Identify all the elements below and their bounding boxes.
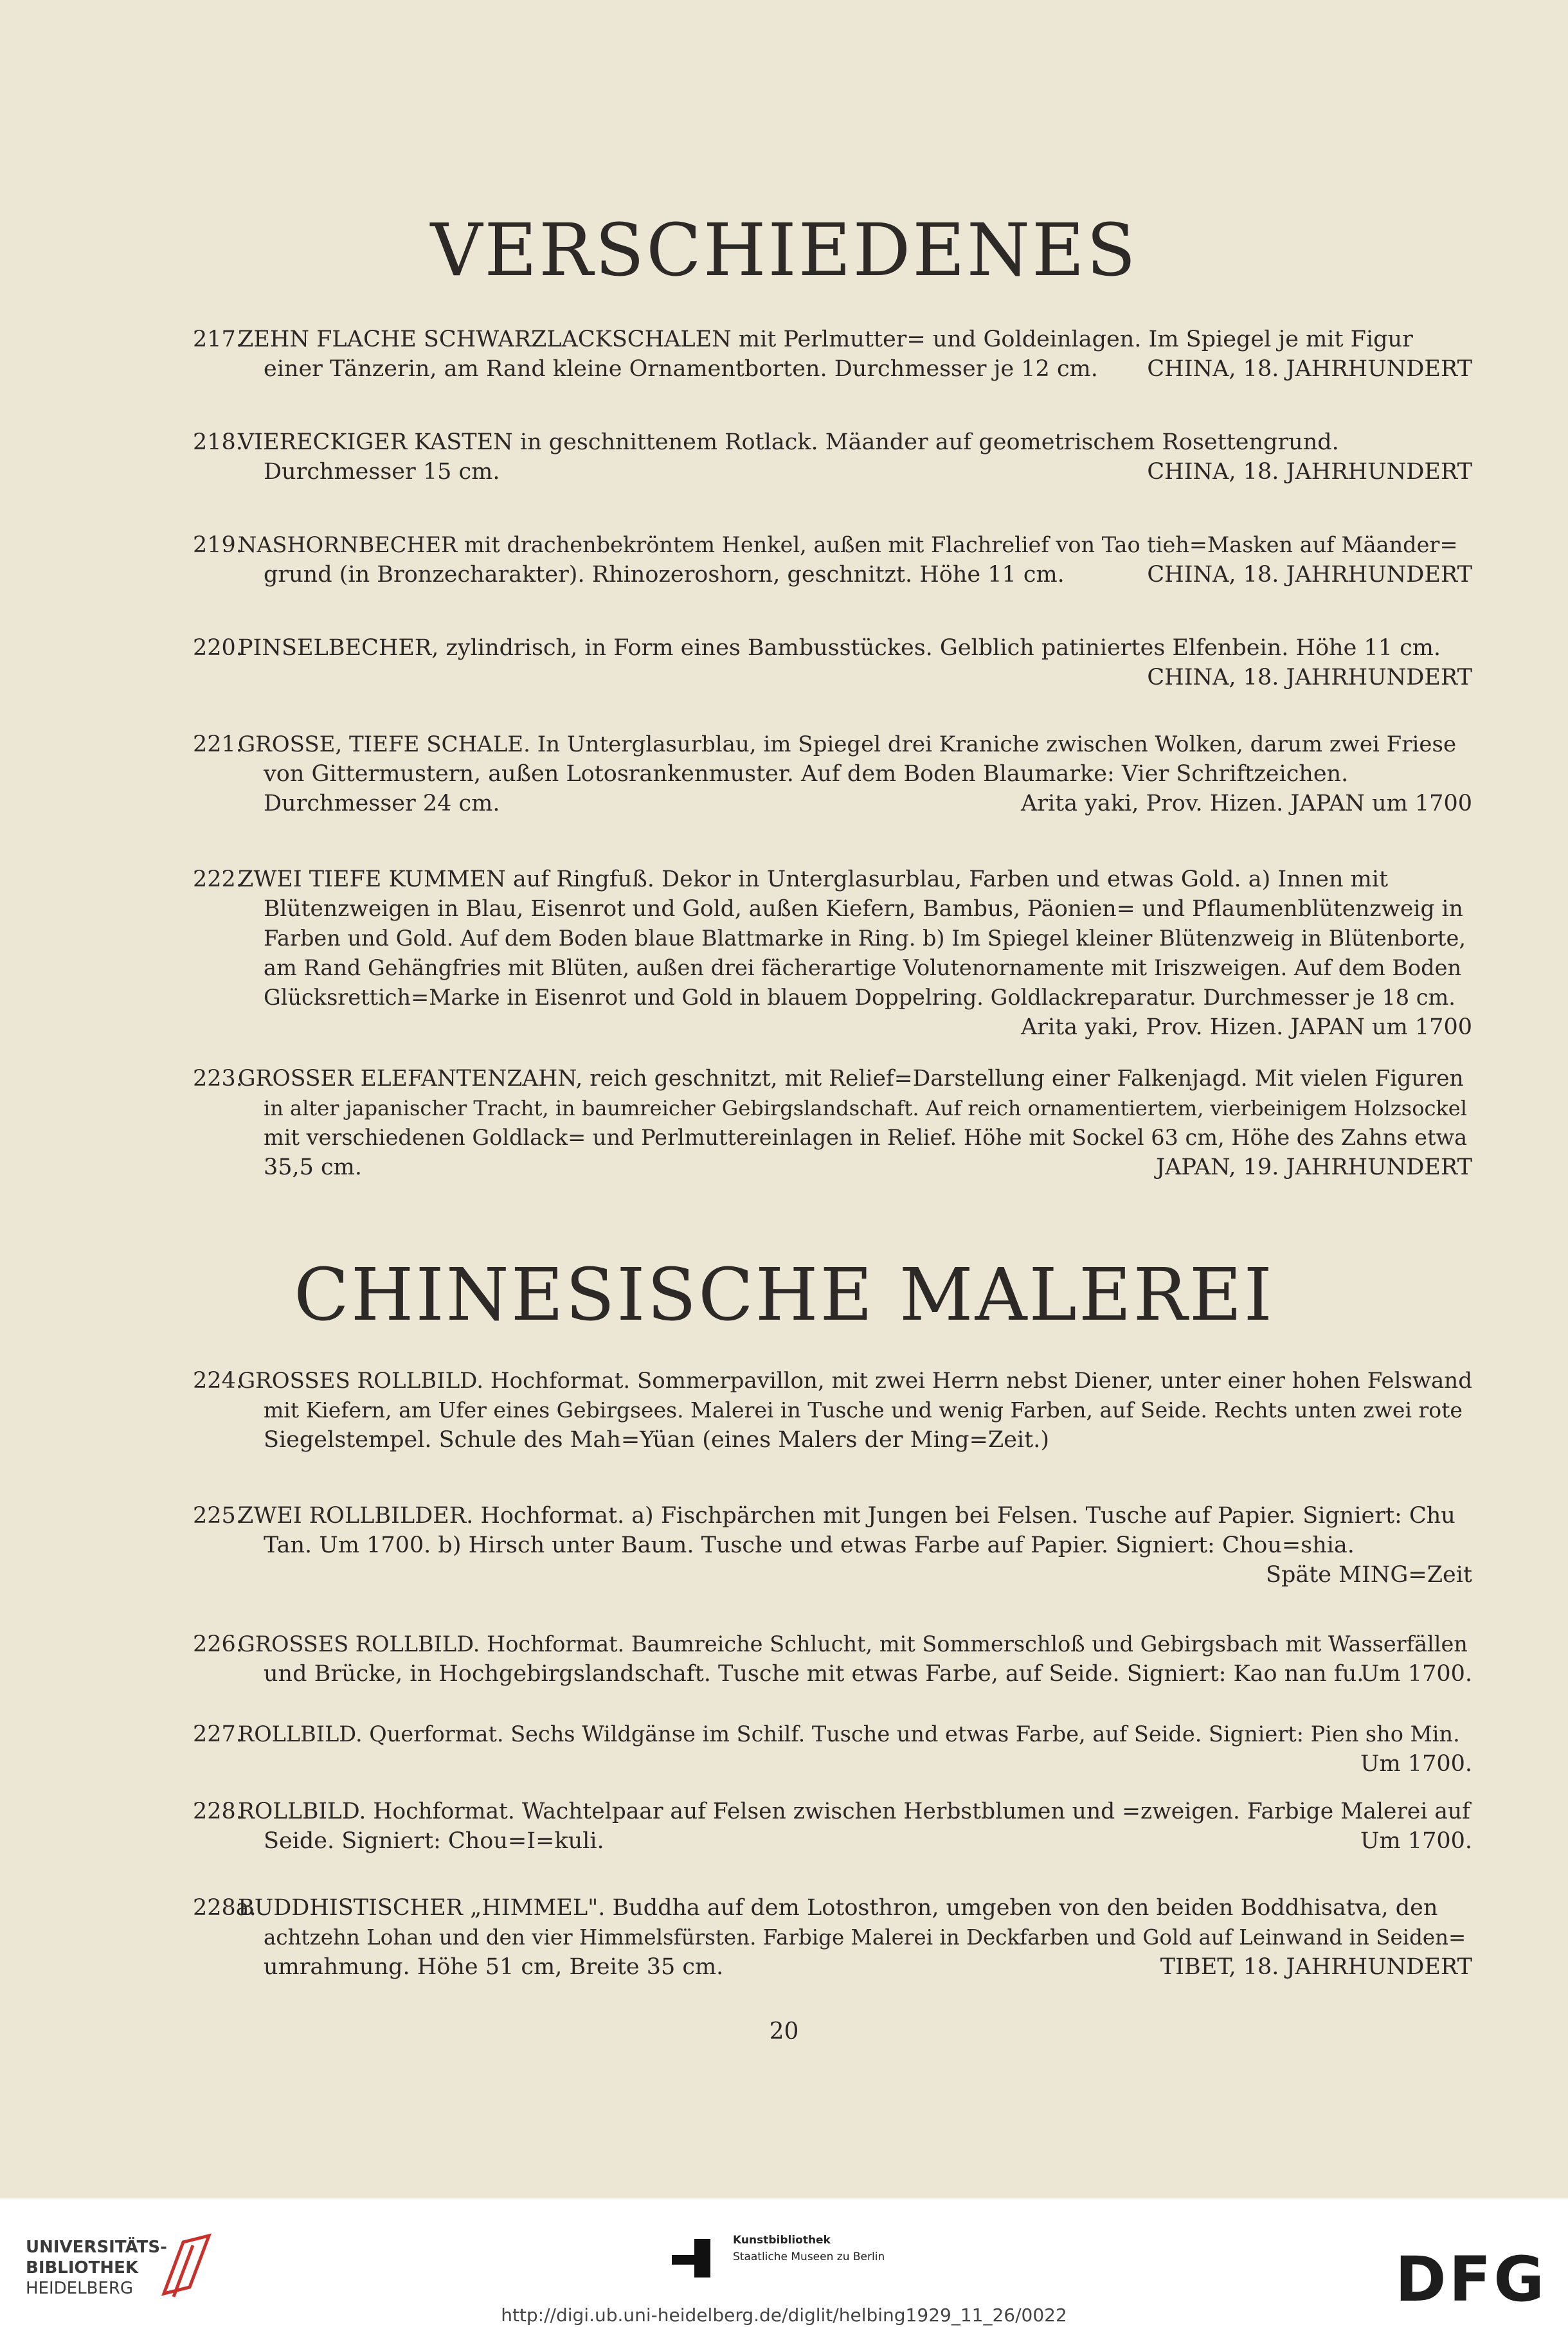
kb-subtitle: Staatliche Museen zu Berlin [733, 2251, 885, 2263]
entry-first-line: ZWEI ROLLBILDER. Hochformat. a) Fischpärchen mit Jungen bei Felsen. Tusche auf Papier. Signiert: Chu [238, 1503, 1455, 1529]
catalogue-entry [193, 1630, 1472, 1689]
entry-number: 221. [193, 732, 243, 757]
entry-body [238, 865, 1472, 1042]
entry-number: 223. [193, 1066, 243, 1092]
kunstbibliothek-logo[interactable] [733, 2232, 885, 2265]
catalogue-entry [193, 1893, 1472, 1982]
entry-body [238, 1366, 1472, 1455]
entry-continuation-line: Siegelstempel. Schule des Mah=Yüan (eines Malers der Ming=Zeit.) [264, 1427, 1049, 1453]
entry-number: 218. [193, 429, 243, 455]
entry-number: 226. [193, 1631, 243, 1657]
entry-first-line: GROSSES ROLLBILD. Hochformat. Sommerpavillon, mit zwei Herrn nebst Diener, unter einer hohen Felswand [238, 1368, 1472, 1394]
entry-continuation-line: grund (in Bronzecharakter). Rhinozeroshorn, geschnitzt. Höhe 11 cm. [264, 562, 1065, 588]
university-mark-icon [158, 2229, 215, 2300]
entry-continuation-line: Farben und Gold. Auf dem Boden blaue Blattmarke in Ring. b) Im Spiegel kleiner Blütenzweig in Blütenborte, [264, 926, 1466, 951]
entry-first-line: GROSSES ROLLBILD. Hochformat. Baumreiche Schlucht, mit Sommerschloß und Gebirgsbach mit Wasserfällen [238, 1631, 1468, 1657]
entry-number: 224. [193, 1368, 243, 1394]
entry-continuation-line: mit Kiefern, am Ufer eines Gebirgsees. Malerei in Tusche und wenig Farben, auf Seide. Rechts unten zwei rote [264, 1397, 1463, 1423]
entry-continuation-line: achtzehn Lohan und den vier Himmelsfürsten. Farbige Malerei in Deckfarben und Gold auf Leinwand in Seiden= [264, 1925, 1466, 1950]
entry-first-line: VIERECKIGER KASTEN in geschnittenem Rotlack. Mäander auf geometrischem Rosettengrund. [238, 429, 1339, 455]
entry-continuation-line: von Gittermustern, außen Lotosrankenmuster. Auf dem Boden Blaumarke: Vier Schriftzeichen. [264, 761, 1349, 787]
entry-first-line: GROSSE, TIEFE SCHALE. In Unterglasurblau, im Spiegel drei Kraniche zwischen Wolken, darum zwei Friese [238, 732, 1457, 757]
catalogue-entry [193, 633, 1472, 692]
entry-continuation-line: Glücksrettich=Marke in Eisenrot und Gold in blauem Doppelring. Goldlackreparatur. Durchmesser je 18 cm. [264, 985, 1455, 1010]
entry-continuation-line: einer Tänzerin, am Rand kleine Ornamentborten. Durchmesser je 12 cm. [264, 356, 1098, 382]
page-number: 20 [769, 2018, 799, 2045]
entry-attribution: Um 1700. [1360, 1828, 1472, 1854]
entry-number: 228a. [193, 1895, 257, 1921]
entry-continuation-line: mit verschiedenen Goldlack= und Perlmuttereinlagen in Relief. Höhe mit Sockel 63 cm, Höhe des Zahns etwa [264, 1125, 1468, 1150]
entry-attribution: Arita yaki, Prov. Hizen. JAPAN um 1700 [1020, 791, 1472, 816]
entry-number: 217. [193, 327, 243, 352]
entry-body [238, 530, 1472, 589]
entry-body [238, 1797, 1472, 1856]
entry-first-line: ZWEI TIEFE KUMMEN auf Ringfuß. Dekor in Unterglasurblau, Farben und etwas Gold. a) Innen mit [238, 867, 1389, 892]
catalogue-entry [193, 865, 1472, 1042]
entry-number: 222. [193, 867, 243, 892]
entry-body [238, 633, 1472, 692]
entry-attribution: TIBET, 18. JAHRHUNDERT [1160, 1954, 1472, 1980]
entry-continuation-line: Durchmesser 15 cm. [264, 459, 500, 485]
entry-body [238, 1720, 1472, 1779]
catalogue-entry [193, 1501, 1472, 1590]
entry-continuation-line: am Rand Gehängfries mit Blüten, außen drei fächerartige Volutenornamente mit Iriszweigen. Auf dem Boden [264, 955, 1462, 980]
uni-logo-line-3: HEIDELBERG [26, 2279, 134, 2298]
entry-attribution: Späte MING=Zeit [1265, 1562, 1472, 1588]
entry-attribution: Arita yaki, Prov. Hizen. JAPAN um 1700 [1020, 1014, 1472, 1040]
entry-continuation-line: Seide. Signiert: Chou=I=kuli. [264, 1828, 604, 1854]
entry-first-line: ROLLBILD. Querformat. Sechs Wildgänse im Schilf. Tusche und etwas Farbe, auf Seide. Signiert: Pien sho Min. [238, 1721, 1460, 1747]
section-heading-verschiedenes: VERSCHIEDENES [430, 209, 1138, 292]
entry-first-line: ZEHN FLACHE SCHWARZLACKSCHALEN mit Perlmutter= und Goldeinlagen. Im Spiegel je mit Figur [238, 327, 1413, 352]
entry-attribution: Um 1700. [1360, 1661, 1472, 1687]
entry-number: 228. [193, 1799, 243, 1824]
entry-continuation-line: in alter japanischer Tracht, in baumreicher Gebirgslandschaft. Auf reich ornamentiertem, vierbeinigem Holzsockel [264, 1096, 1467, 1120]
entry-attribution: Um 1700. [1360, 1751, 1472, 1777]
entry-attribution: CHINA, 18. JAHRHUNDERT [1147, 356, 1472, 382]
entry-attribution: CHINA, 18. JAHRHUNDERT [1147, 665, 1472, 690]
uni-logo-line-1: UNIVERSITÄTS- [26, 2238, 167, 2257]
kunstbibliothek-logo-icon [669, 2236, 714, 2281]
entry-attribution: CHINA, 18. JAHRHUNDERT [1147, 459, 1472, 485]
entry-body [238, 1630, 1472, 1689]
entry-continuation-line: Durchmesser 24 cm. [264, 791, 500, 816]
entry-first-line: BUDDHISTISCHER „HIMMEL". Buddha auf dem Lotosthron, umgeben von den beiden Boddhisatva, den [238, 1895, 1438, 1921]
uni-logo-line-2: BIBLIOTHEK [26, 2258, 139, 2278]
entry-continuation-line: und Brücke, in Hochgebirgslandschaft. Tusche mit etwas Farbe, auf Seide. Signiert: Kao nan fu. [264, 1661, 1364, 1687]
entry-number: 225. [193, 1503, 243, 1529]
entry-number: 220. [193, 635, 243, 661]
entry-number: 227. [193, 1721, 243, 1747]
entry-first-line: GROSSER ELEFANTENZAHN, reich geschnitzt, mit Relief=Darstellung einer Falkenjagd. Mit vielen Figuren [238, 1066, 1464, 1092]
catalogue-entry [193, 1064, 1472, 1182]
entry-continuation-line: Blütenzweigen in Blau, Eisenrot und Gold, außen Kiefern, Bambus, Päonien= und Pflaumenblütenzweig in [264, 896, 1463, 922]
section-heading-chinesische-malerei: CHINESISCHE MALEREI [294, 1253, 1274, 1337]
entry-continuation-line: Tan. Um 1700. b) Hirsch unter Baum. Tusche und etwas Farbe auf Papier. Signiert: Chou=shia. [264, 1532, 1355, 1558]
catalogue-entry [193, 1366, 1472, 1455]
catalogue-entry [193, 530, 1472, 589]
kb-title: Kunstbibliothek [733, 2234, 831, 2247]
entry-first-line: NASHORNBECHER mit drachenbekröntem Henkel, außen mit Flachrelief von Tao tieh=Masken auf Mäander= [238, 532, 1458, 557]
university-library-logo[interactable] [26, 2237, 167, 2299]
catalogue-entry [193, 1797, 1472, 1856]
entry-body [238, 1064, 1472, 1182]
entry-continuation-line: 35,5 cm. [264, 1155, 362, 1180]
source-url[interactable]: http://digi.ub.uni-heidelberg.de/diglit/helbing1929_11_26/0022 [501, 2305, 1067, 2326]
entry-body [238, 427, 1472, 487]
footer-bar [0, 2198, 1568, 2327]
catalogue-entry [193, 1720, 1472, 1779]
entry-body [238, 1501, 1472, 1590]
catalogue-entry [193, 730, 1472, 818]
entry-attribution: JAPAN, 19. JAHRHUNDERT [1156, 1155, 1472, 1180]
entry-number: 219. [193, 532, 243, 558]
entry-continuation-line: umrahmung. Höhe 51 cm, Breite 35 cm. [264, 1954, 724, 1980]
entry-body [238, 730, 1472, 818]
entry-first-line: PINSELBECHER, zylindrisch, in Form eines Bambusstückes. Gelblich patiniertes Elfenbein. Höhe 11 cm. [238, 635, 1441, 661]
entry-body [238, 325, 1472, 384]
catalogue-entry [193, 325, 1472, 384]
catalogue-entry [193, 427, 1472, 487]
entry-attribution: CHINA, 18. JAHRHUNDERT [1147, 562, 1472, 588]
entry-body [238, 1893, 1472, 1982]
dfg-logo[interactable]: DFG [1395, 2243, 1547, 2315]
entry-first-line: ROLLBILD. Hochformat. Wachtelpaar auf Felsen zwischen Herbstblumen und =zweigen. Farbige Malerei auf [238, 1799, 1470, 1824]
